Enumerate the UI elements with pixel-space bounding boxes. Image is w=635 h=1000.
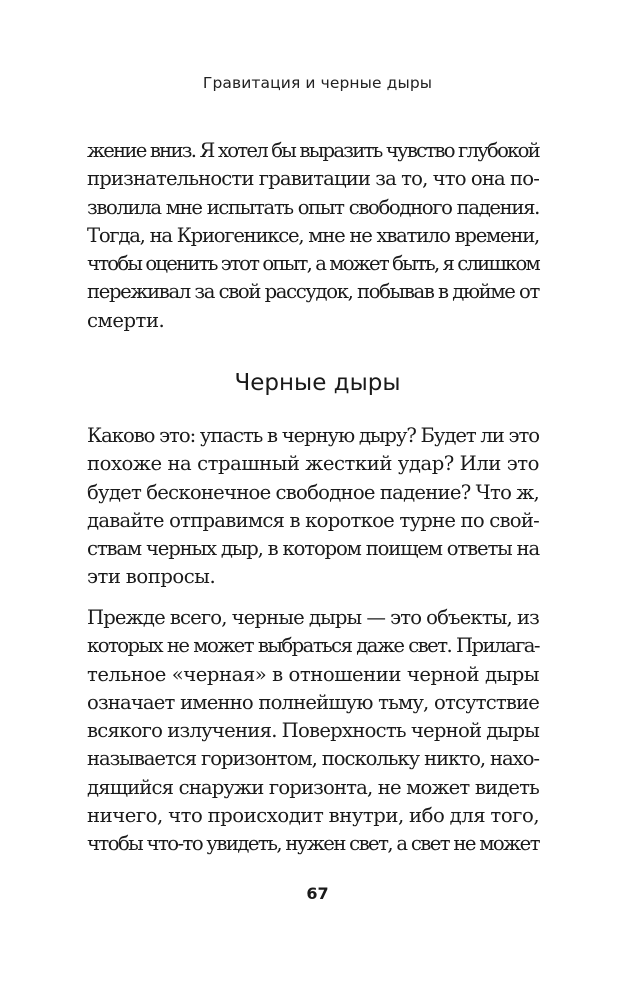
text-line: Прежде всего, черные дыры — это объекты, из <box>87 606 539 629</box>
text-line: будет бесконечное свободное падение? Что ж, <box>87 480 539 504</box>
text-line: означает именно полнейшую тьму, отсутствие <box>87 690 539 714</box>
paragraph-1 <box>87 137 539 335</box>
page-number: 67 <box>306 884 329 903</box>
text-line: ствам черных дыр, в котором поищем ответы на <box>87 537 539 561</box>
text-line: ничего, что происходит внутри, ибо для того, <box>87 804 540 828</box>
text-line: называется горизонтом, поскольку никто, нахо- <box>87 747 539 771</box>
text-line: тельное «черная» в отношении черной дыры <box>87 662 539 686</box>
text-line: Тогда, на Криогениксе, мне не хватило времени, <box>87 223 539 247</box>
text-line: всякого излучения. Поверхность черной дыры <box>87 719 540 743</box>
text-line: жение вниз. Я хотел бы выразить чувство глубокой <box>87 139 539 162</box>
text-line: эти вопросы. <box>87 565 216 589</box>
text-line: признательности гравитации за то, что она по- <box>87 167 539 191</box>
text-line: чтобы оценить этот опыт, а может быть, я слишком <box>87 252 539 276</box>
text-line: чтобы что-то увидеть, нужен свет, а свет не может <box>87 832 539 856</box>
section-heading: Черные дыры <box>234 370 401 396</box>
running-head: Гравитация и черные дыры <box>202 74 433 92</box>
text-line: дящийся снаружи горизонта, не может видеть <box>87 775 539 799</box>
text-line: которых не может выбраться даже свет. Прилага- <box>87 634 539 658</box>
text-line: похоже на страшный жесткий удар? Или это <box>87 452 539 476</box>
text-line: зволила мне испытать опыт свободного падения. <box>87 195 539 219</box>
paragraph-2 <box>87 422 539 592</box>
text-line: Каково это: упасть в черную дыру? Будет ли это <box>87 424 539 447</box>
text-line: давайте отправимся в короткое турне по свой- <box>87 508 539 532</box>
paragraph-3 <box>87 604 539 859</box>
text-line: переживал за свой рассудок, побывав в дюйме от <box>87 280 539 304</box>
text-line: смерти. <box>87 308 165 332</box>
